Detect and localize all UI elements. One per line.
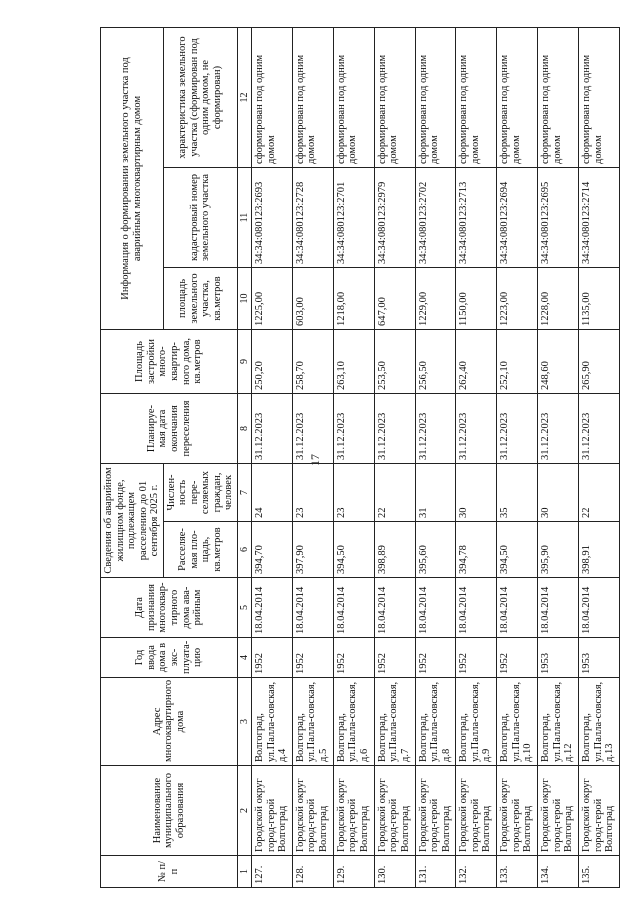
cell-municipality: Городской округ город-герой Волгоград — [415, 766, 456, 856]
cell-land-area: 1150,00 — [456, 268, 497, 330]
cell-land-char: сформирован под одним домом — [415, 27, 456, 167]
cell-cadastral: 34:34:080123:2695 — [538, 168, 579, 268]
cell-resettle-area: 398,89 — [374, 522, 415, 578]
cell-municipality: Городской округ город-герой Волгоград — [252, 766, 293, 856]
cell-people: 24 — [252, 464, 293, 522]
cell-cadastral: 34:34:080123:2701 — [333, 168, 374, 268]
cell-people: 31 — [415, 464, 456, 522]
cell-num: 134. — [538, 856, 579, 888]
cell-land-area: 1135,00 — [579, 268, 620, 330]
cell-cadastral: 34:34:080123:2728 — [292, 168, 333, 268]
cell-cadastral: 34:34:080123:2979 — [374, 168, 415, 268]
header-resettle-people: Числен-ность пере-селяемых граждан, человек — [163, 464, 237, 522]
cell-people: 30 — [538, 464, 579, 522]
table-row — [579, 27, 620, 887]
cell-resettle-area: 394,50 — [333, 522, 374, 578]
cell-planned-end: 31.12.2023 — [252, 394, 293, 464]
cell-land-char: сформирован под одним домом — [292, 27, 333, 167]
col-number: 2 — [238, 766, 252, 856]
col-number: 7 — [238, 464, 252, 522]
cell-land-char: сформирован под одним домом — [579, 27, 620, 167]
cell-year: 1952 — [415, 638, 456, 678]
cell-resettle-area: 397,90 — [292, 522, 333, 578]
cell-date: 18.04.2014 — [497, 578, 538, 638]
cell-date: 18.04.2014 — [374, 578, 415, 638]
col-number: 3 — [238, 678, 252, 766]
cell-building-area: 256,50 — [415, 330, 456, 394]
cell-year: 1953 — [538, 638, 579, 678]
cell-land-area: 1229,00 — [415, 268, 456, 330]
table-row — [333, 27, 374, 887]
cell-num: 135. — [579, 856, 620, 888]
col-number: 11 — [238, 168, 252, 268]
page-number: 17 — [308, 454, 322, 466]
cell-address: Волгоград, ул.Палла-совская, д.5 — [292, 678, 333, 766]
cell-num: 128. — [292, 856, 333, 888]
cell-date: 18.04.2014 — [292, 578, 333, 638]
cell-num: 133. — [497, 856, 538, 888]
cell-address: Волгоград, ул.Палла-совская, д.4 — [252, 678, 293, 766]
header-building-area: Площадь застройки много-квартир-ного дома, кв.метров — [101, 330, 238, 394]
header-land-char: характеристика земельного участка (сформирован под одним домом, не сформирован) — [163, 27, 237, 167]
cell-land-area: 1223,00 — [497, 268, 538, 330]
cell-municipality: Городской округ город-герой Волгоград — [456, 766, 497, 856]
cell-resettle-area: 394,78 — [456, 522, 497, 578]
rotated-table-container — [100, 28, 620, 888]
cell-cadastral: 34:34:080123:2702 — [415, 168, 456, 268]
header-land-group: Информация о формировании земельного участка под аварийным многоквартирным домом — [101, 27, 164, 329]
table-row — [374, 27, 415, 887]
cell-address: Волгоград, ул.Палла-совская, д.8 — [415, 678, 456, 766]
cell-cadastral: 34:34:080123:2713 — [456, 168, 497, 268]
cell-date: 18.04.2014 — [415, 578, 456, 638]
col-number: 10 — [238, 268, 252, 330]
cell-building-area: 258,70 — [292, 330, 333, 394]
cell-planned-end: 31.12.2023 — [374, 394, 415, 464]
cell-planned-end: 31.12.2023 — [456, 394, 497, 464]
table-row — [538, 27, 579, 887]
table-row — [415, 27, 456, 887]
header-planned-end: Планируе-мая дата окончания переселения — [101, 394, 238, 464]
cell-address: Волгоград, ул.Палла-совская, д.12 — [538, 678, 579, 766]
cell-land-char: сформирован под одним домом — [252, 27, 293, 167]
cell-municipality: Городской округ город-герой Волгоград — [497, 766, 538, 856]
cell-land-area: 603,00 — [292, 268, 333, 330]
cell-planned-end: 31.12.2023 — [538, 394, 579, 464]
cell-municipality: Городской округ город-герой Волгоград — [292, 766, 333, 856]
col-number: 9 — [238, 330, 252, 394]
cell-cadastral: 34:34:080123:2694 — [497, 168, 538, 268]
cell-resettle-area: 398,91 — [579, 522, 620, 578]
header-year-built: Год ввода дома в экс-плуата-цию — [101, 638, 238, 678]
table-body — [252, 27, 620, 887]
cell-municipality: Городской округ город-герой Волгоград — [579, 766, 620, 856]
cell-year: 1953 — [579, 638, 620, 678]
cell-land-char: сформирован под одним домом — [374, 27, 415, 167]
cell-land-area: 1218,00 — [333, 268, 374, 330]
cell-people: 30 — [456, 464, 497, 522]
cell-people: 22 — [579, 464, 620, 522]
cell-land-area: 1228,00 — [538, 268, 579, 330]
cell-year: 1952 — [292, 638, 333, 678]
cell-people: 23 — [292, 464, 333, 522]
header-resettle-area: Расселяе-мая пло-щадь, кв.метров — [163, 522, 237, 578]
col-number: 6 — [238, 522, 252, 578]
cell-address: Волгоград, ул.Палла-совская, д.6 — [333, 678, 374, 766]
cell-year: 1952 — [456, 638, 497, 678]
cell-resettle-area: 394,50 — [497, 522, 538, 578]
cell-resettle-area: 395,90 — [538, 522, 579, 578]
cell-planned-end: 31.12.2023 — [579, 394, 620, 464]
cell-num: 129. — [333, 856, 374, 888]
cell-year: 1952 — [252, 638, 293, 678]
cell-building-area: 262,40 — [456, 330, 497, 394]
col-number: 12 — [238, 27, 252, 167]
cell-land-char: сформирован под одним домом — [456, 27, 497, 167]
table-row — [252, 27, 293, 887]
cell-land-area: 647,00 — [374, 268, 415, 330]
cell-land-char: сформирован под одним домом — [538, 27, 579, 167]
cell-municipality: Городской округ город-герой Волгоград — [538, 766, 579, 856]
cell-year: 1952 — [374, 638, 415, 678]
cell-planned-end: 31.12.2023 — [415, 394, 456, 464]
cell-building-area: 263,10 — [333, 330, 374, 394]
cell-municipality: Городской округ город-герой Волгоград — [333, 766, 374, 856]
cell-year: 1952 — [333, 638, 374, 678]
table-row — [497, 27, 538, 887]
cell-land-area: 1225,00 — [252, 268, 293, 330]
cell-date: 18.04.2014 — [456, 578, 497, 638]
header-num: № п/п — [101, 856, 238, 888]
col-number: 1 — [238, 856, 252, 888]
header-land-area: площадь земельного участка, кв.метров — [163, 268, 237, 330]
table-row — [456, 27, 497, 887]
col-number: 8 — [238, 394, 252, 464]
header-date-emergency: Дата признания многоквар-тирного дома ава-рийным — [101, 578, 238, 638]
cell-building-area: 250,20 — [252, 330, 293, 394]
cell-num: 132. — [456, 856, 497, 888]
cell-building-area: 248,60 — [538, 330, 579, 394]
col-number: 5 — [238, 578, 252, 638]
cell-cadastral: 34:34:080123:2714 — [579, 168, 620, 268]
cell-resettle-area: 395,60 — [415, 522, 456, 578]
header-resettle-group: Сведения об аварийном жилищном фонде, подлежащем расселению до 01 сентября 2025 г. — [101, 464, 164, 578]
cell-address: Волгоград, ул.Палла-совская, д.13 — [579, 678, 620, 766]
cell-land-char: сформирован под одним домом — [497, 27, 538, 167]
cell-address: Волгоград, ул.Палла-совская, д.10 — [497, 678, 538, 766]
cell-num: 130. — [374, 856, 415, 888]
header-cadastral: кадастровый номер земельного участка — [163, 168, 237, 268]
cell-people: 35 — [497, 464, 538, 522]
cell-date: 18.04.2014 — [579, 578, 620, 638]
header-address: Адрес многоквартирного дома — [101, 678, 238, 766]
table-header — [101, 27, 252, 887]
cell-planned-end: 31.12.2023 — [497, 394, 538, 464]
cell-cadastral: 34:34:080123:2693 — [252, 168, 293, 268]
cell-date: 18.04.2014 — [538, 578, 579, 638]
cell-date: 18.04.2014 — [333, 578, 374, 638]
cell-year: 1952 — [497, 638, 538, 678]
cell-land-char: сформирован под одним домом — [333, 27, 374, 167]
cell-address: Волгоград, ул.Палла-совская, д.9 — [456, 678, 497, 766]
cell-building-area: 265,90 — [579, 330, 620, 394]
cell-num: 131. — [415, 856, 456, 888]
cell-building-area: 252,10 — [497, 330, 538, 394]
cell-people: 23 — [333, 464, 374, 522]
col-number: 4 — [238, 638, 252, 678]
cell-address: Волгоград, ул.Палла-совская, д.7 — [374, 678, 415, 766]
header-municipality: Наименование муниципального образования — [101, 766, 238, 856]
cell-date: 18.04.2014 — [252, 578, 293, 638]
table-row — [292, 27, 333, 887]
cell-building-area: 253,50 — [374, 330, 415, 394]
cell-num: 127. — [252, 856, 293, 888]
cell-resettle-area: 394,70 — [252, 522, 293, 578]
cell-planned-end: 31.12.2023 — [333, 394, 374, 464]
emergency-housing-table — [100, 27, 620, 888]
cell-planned-end: 31.12.2023 — [292, 394, 333, 464]
cell-municipality: Городской округ город-герой Волгоград — [374, 766, 415, 856]
cell-people: 22 — [374, 464, 415, 522]
